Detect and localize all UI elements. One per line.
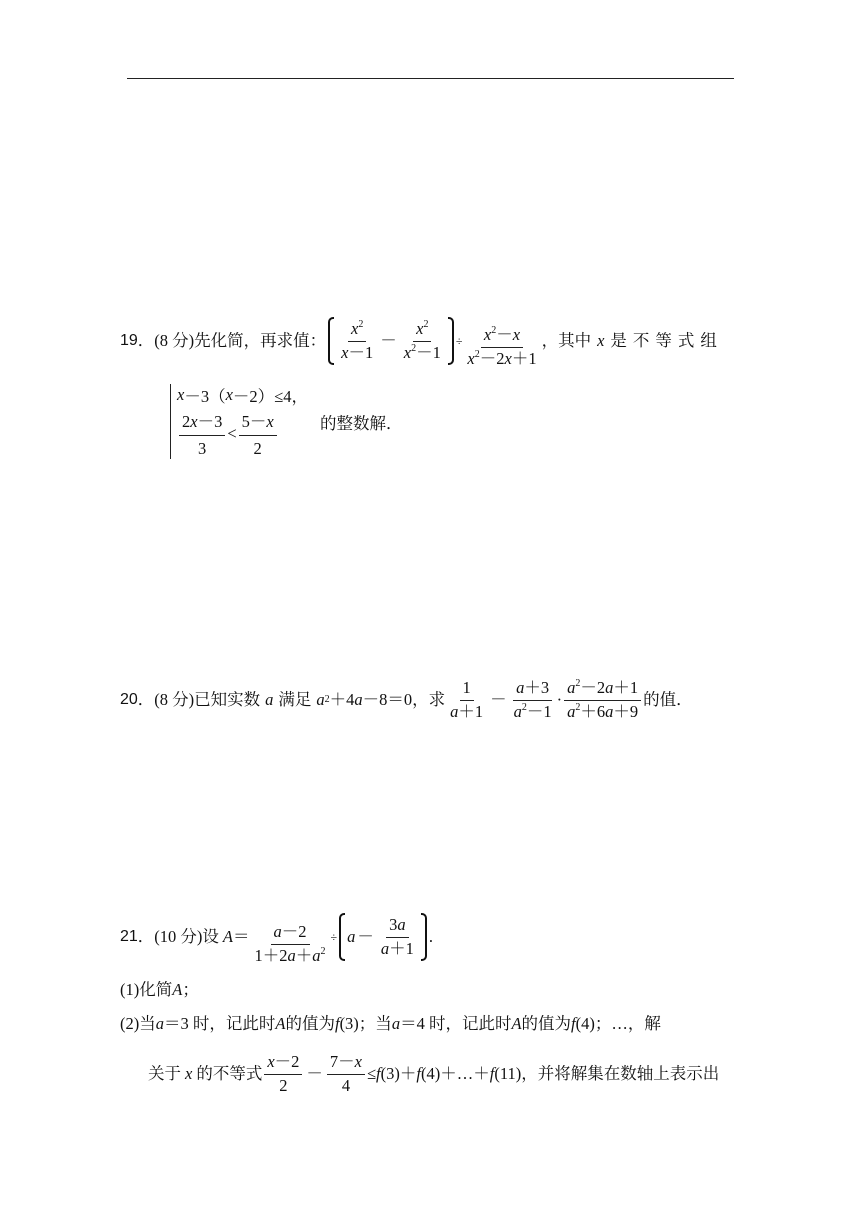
question-intro: 先化简，再求值：	[194, 330, 327, 350]
question-19: 19 ． (8 分) 先化简，再求值： $\frac{x^2}{x-1}$ － $\frac{x^2}{x^2-1}$ ÷ $\frac{x^2-x}{x^2-2x+1}$ ，其中 x 是不等式组	[120, 319, 723, 368]
header-rule	[127, 78, 734, 79]
fraction: $\frac{1}{a+1}$	[450, 678, 484, 721]
question-number: 21	[120, 928, 138, 945]
system-row-1: x －3（ x －2）≤4，	[177, 385, 308, 406]
fraction: $\frac{x^2}{x^2-1}$	[403, 319, 441, 362]
fraction: $\frac{x^2-x}{x^2-2x+1}$	[467, 325, 537, 368]
question-19-end: 的整数解．	[320, 414, 403, 433]
question-21: 21 ． (10 分) 设 A ＝ $\frac{a-2}{1+2a+a^2}$ ÷ a － $\frac{3a}{a+1}$ .	[120, 915, 433, 965]
question-points: (10 分)	[154, 926, 203, 946]
fraction: $\frac{x^2}{x-1}$	[341, 319, 374, 362]
fraction: $\frac{a-2}{1+2a+a^2}$	[254, 922, 326, 965]
system-row-2: $\frac{2x-3}{3}$ < $\frac{5-x}{2}$	[177, 408, 308, 459]
inequality-system	[170, 384, 308, 459]
fraction: $\frac{3a}{a+1}$	[380, 915, 414, 958]
question-points: (8 分)	[154, 689, 195, 709]
parenthesis-group: $\frac{x^2}{x-1}$ － $\frac{x^2}{x^2-1}$	[328, 321, 454, 361]
question-20: 20 ． (8 分) 已知实数 a 满足 a 2 ＋4 a －8＝0，求 $\frac{1}{a+1}$ － $\frac{a+3}{a^2-1}$ · $\frac{a^2-2a+1}{a^2+6a+9}$ 的值．	[120, 678, 693, 721]
question-points: (8 分)	[154, 330, 195, 350]
fraction: $\frac{a^2-2a+1}{a^2+6a+9}$	[564, 680, 641, 720]
parenthesis-group: a － $\frac{3a}{a+1}$	[339, 917, 427, 957]
question-number: 19	[120, 332, 138, 349]
question-21-part-2-cont: 关于 x 的不等式 $\frac{x-2}{2}$ － $\frac{7-x}{4}$ ≤ f (3)＋ f (4)＋…＋ f (11)，并将解集在数轴上表示出	[148, 1052, 720, 1095]
question-21-part-2: (2)当 a ＝3 时，记此时 A 的值为 f (3)；当 a ＝4 时，记此时 A 的值为 f (4)；…，解	[120, 1014, 661, 1033]
question-number: 20	[120, 691, 138, 708]
fraction: $\frac{7-x}{4}$	[327, 1054, 365, 1094]
fraction: $\frac{x-2}{2}$	[264, 1054, 302, 1094]
question-21-part-1: (1)化简 A ；	[120, 980, 199, 999]
fraction: $\frac{a+3}{a^2-1}$	[513, 678, 552, 721]
